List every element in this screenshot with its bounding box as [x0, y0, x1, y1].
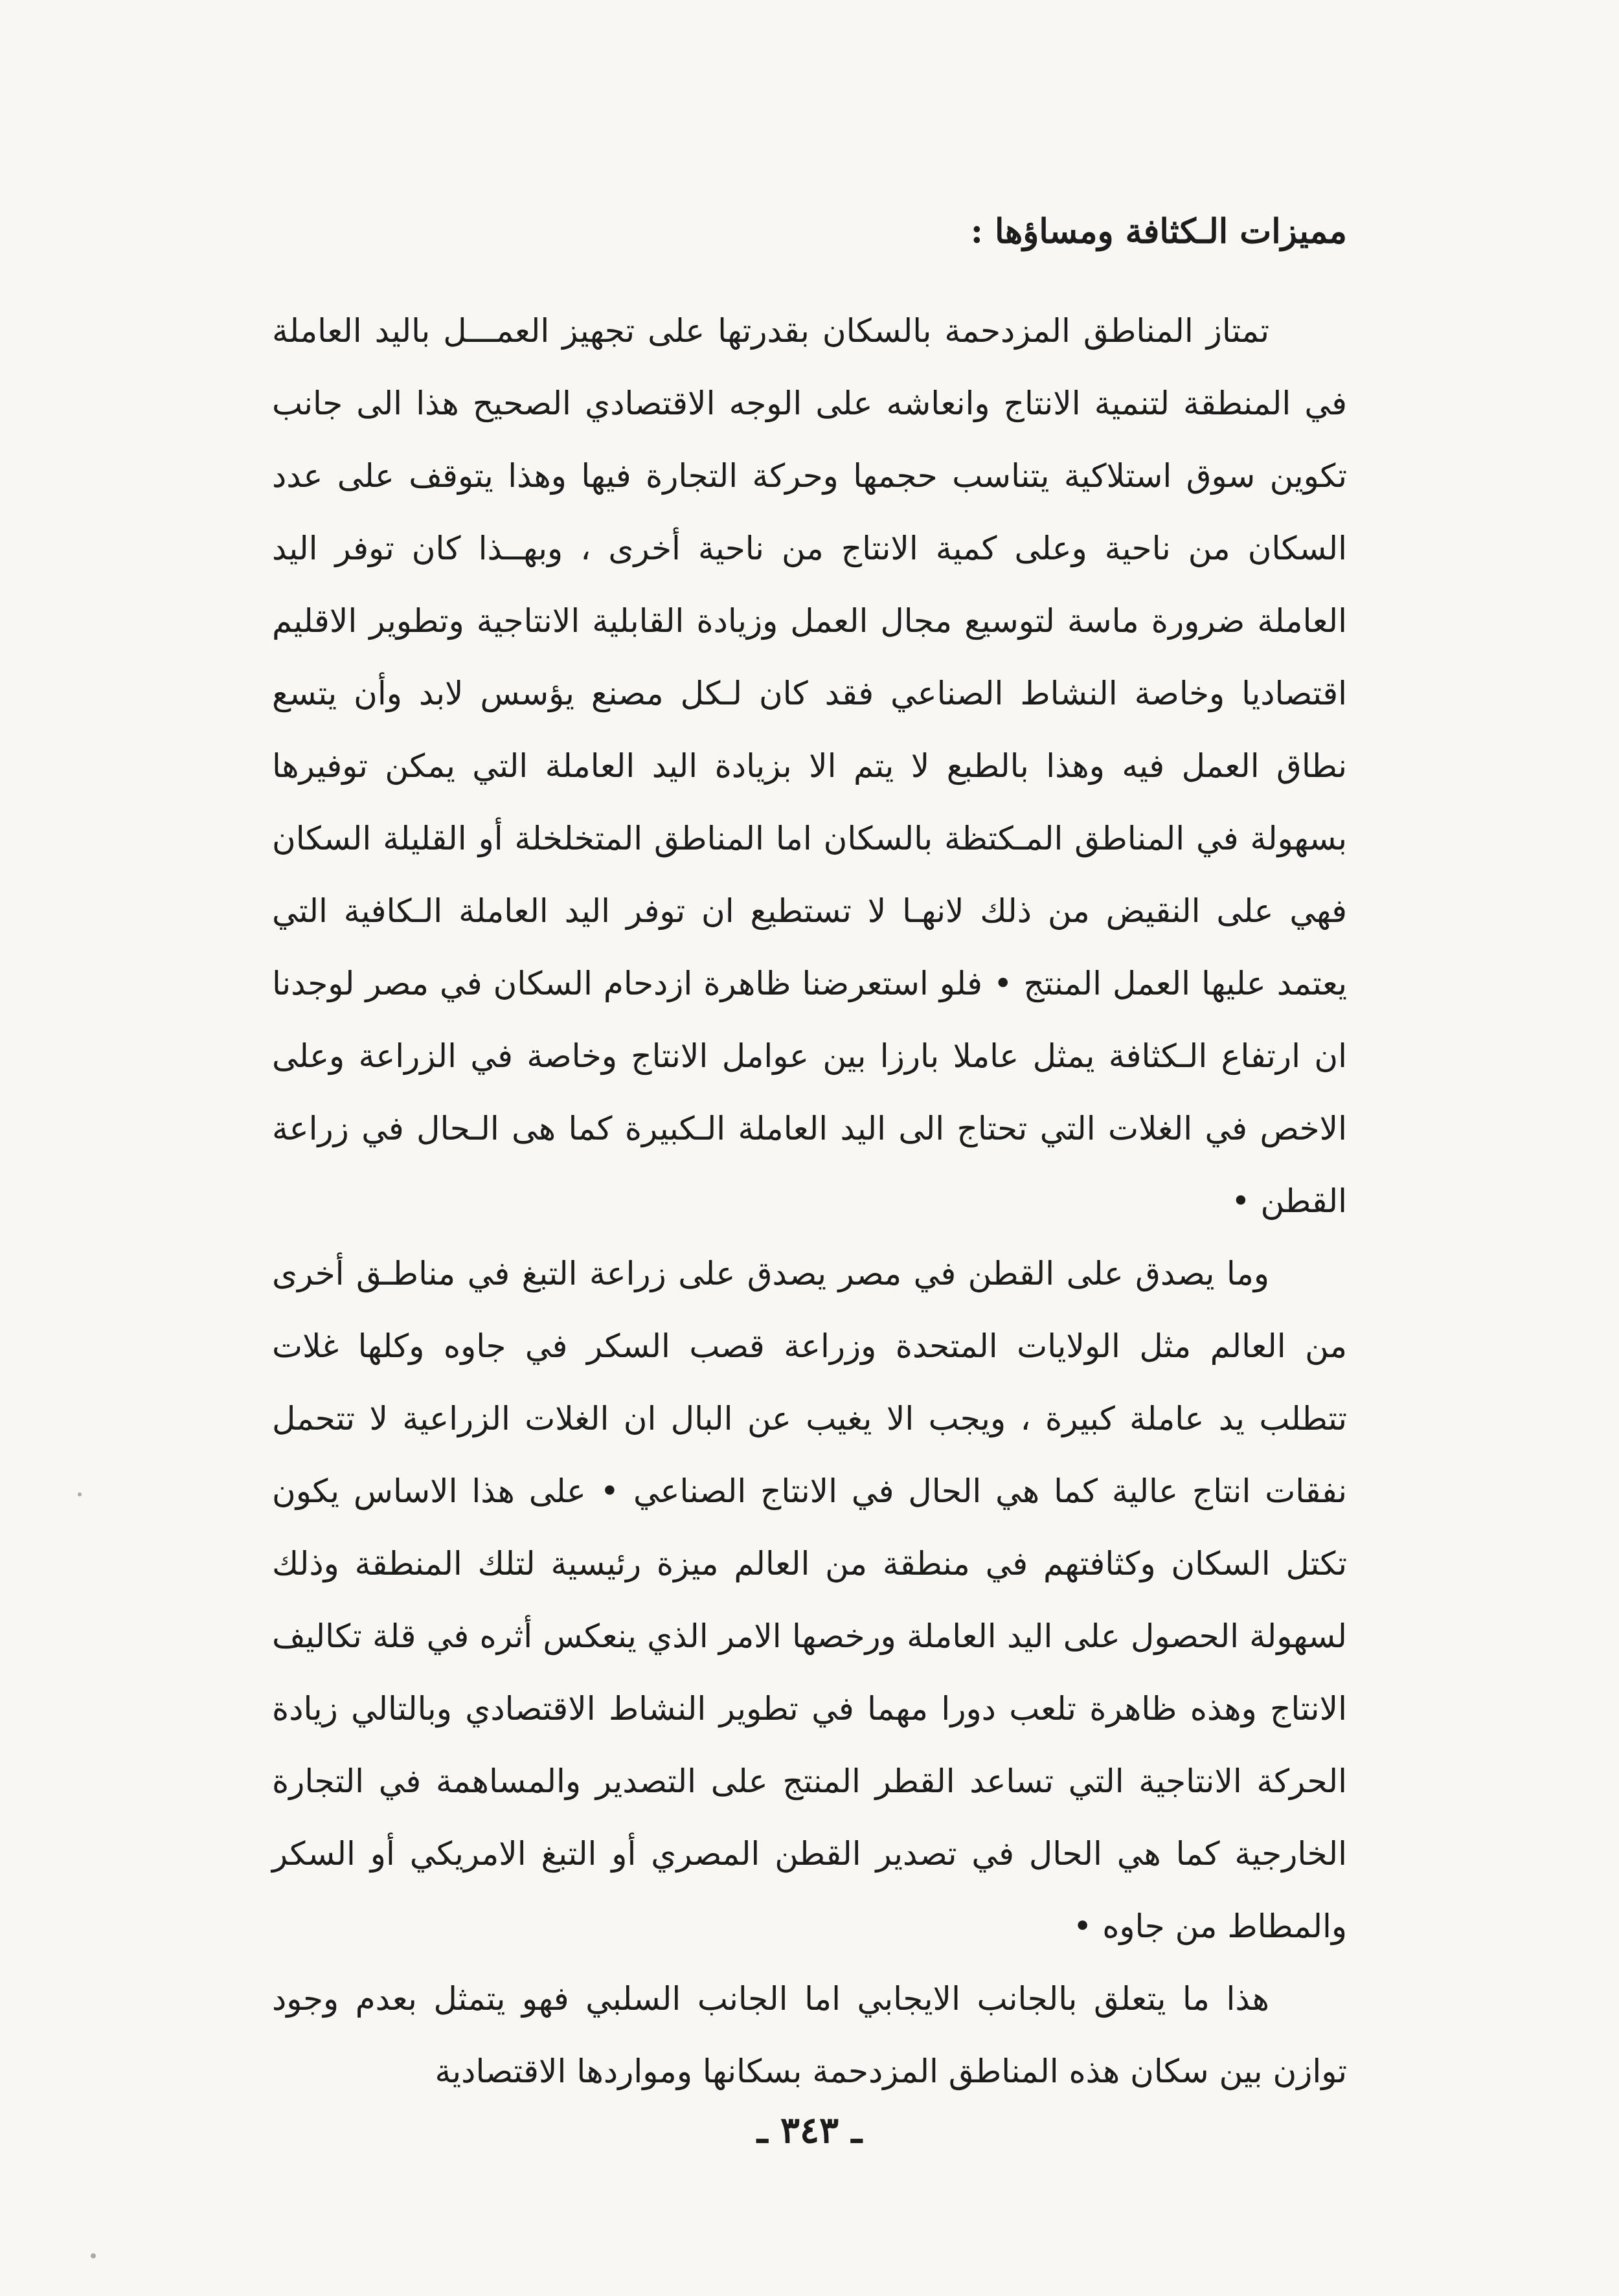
paragraph-1: تمتاز المناطق المزدحمة بالسكان بقدرتها على تجهيز العمـــل باليد العاملة في المنطقة لتنمية الانتاج وانعاشه على الوجه الاقتصادي الصحيح هذا الى جانب تكوين سوق استلاكية يتناسب حجمها وحركة التجارة فيها وهذا يتوقف على عدد السكان من ناحية وعلى كمية الانتاج من ناحية أخرى ، وبهــذا كان توفر اليد العاملة ضرورة ماسة لتوسيع مجال العمل وزيادة القابلية الانتاجية وتطوير الاقليم اقتصاديا وخاصة النشاط الصناعي فقد كان لـكل مصنع يؤسس لابد وأن يتسع نطاق العمل فيه وهذا بالطبع لا يتم الا بزيادة اليد العاملة التي يمكن توفيرها بسهولة في المناطق المـكتظة بالسكان اما المناطق المتخلخلة أو القليلة السكان فهي على النقيض من ذلك لانهـا لا تستطيع ان توفر اليد العاملة الـكافية التي يعتمد عليها العمل المنتج • فلو استعرضنا ظاهرة ازدحام السكان في مصر لوجدنا ان ارتفاع الـكثافة يمثل عاملا بارزا بين عوامل الانتاج وخاصة في الزراعة وعلى الاخص في الغلات التي تحتاج الى اليد العاملة الـكبيرة كما هى الـحال في زراعة القطن • [272, 312, 1347, 1220]
section-heading: مميزات الـكثافة ومساؤها : [970, 212, 1347, 251]
scan-speck [78, 1492, 82, 1496]
paragraph-2: وما يصدق على القطن في مصر يصدق على زراعة التبغ في مناطـق أخرى من العالم مثل الولايات المتحدة وزراعة قصب السكر في جاوه وكلها غلات تتطلب يد عاملة كبيرة ، ويجب الا يغيب عن البال ان الغلات الزراعية لا تتحمل نفقات انتاج عالية كما هي الحال في الانتاج الصناعي • على هذا الاساس يكون تكتل السكان وكثافتهم في منطقة من العالم ميزة رئيسية لتلك المنطقة وذلك لسهولة الحصول على اليد العاملة ورخصها الامر الذي ينعكس أثره في قلة تكاليف الانتاج وهذه ظاهرة تلعب دورا مهما في تطوير النشاط الاقتصادي وبالتالي زيادة الحركة الانتاجية التي تساعد القطر المنتج على التصدير والمساهمة في التجارة الخارجية كما هي الحال في تصدير القطن المصري أو التبغ الامريكي أو السكر والمطاط من جاوه • [272, 1255, 1347, 1945]
body-text [272, 295, 1347, 2108]
scan-speck [91, 2253, 96, 2258]
paragraph-3: هذا ما يتعلق بالجانب الايجابي اما الجانب السلبي فهو يتمثل بعدم وجود توازن بين سكان هذه المناطق المزدحمة بسكانها ومواردها الاقتصادية [272, 1980, 1347, 2090]
page-number: ـ ٣٤٣ ـ [756, 2109, 863, 2152]
